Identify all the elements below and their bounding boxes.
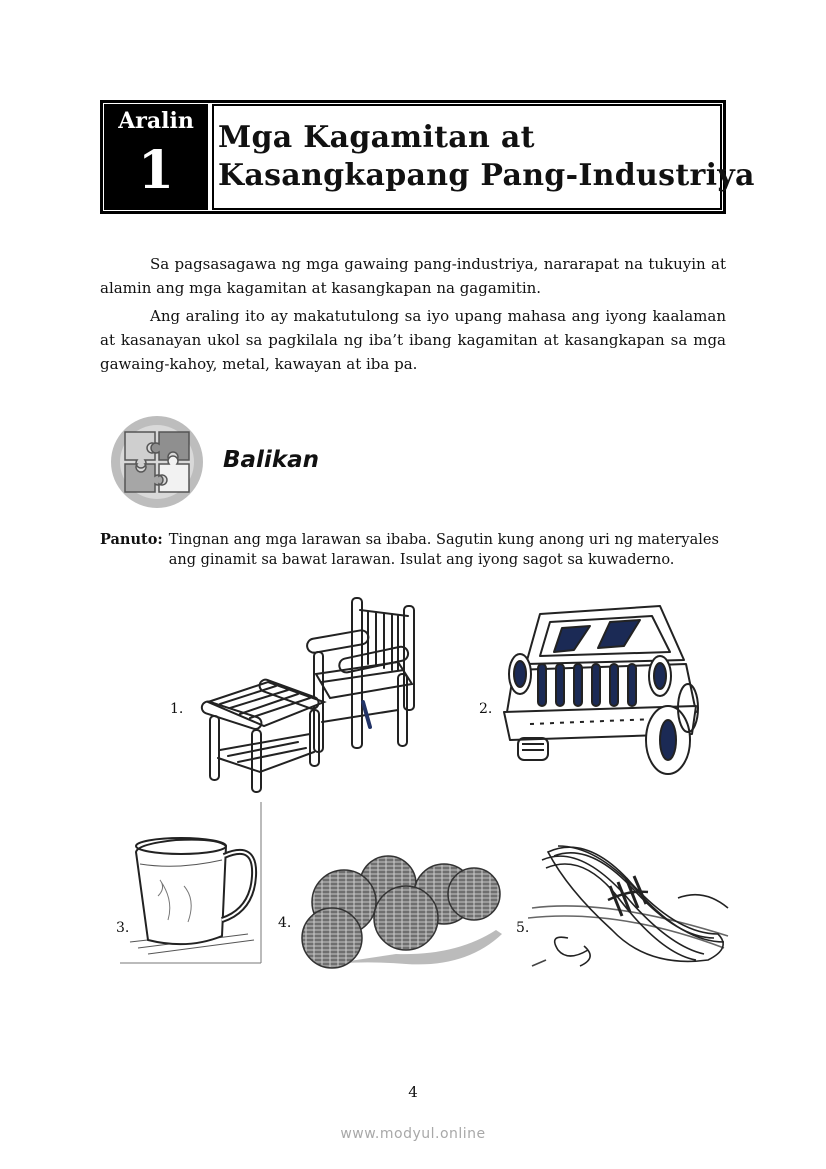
intro-paragraph-2: Ang araling ito ay makatutulong sa iyo upang mahasa ang iyong kaalaman at kasanayan ukol sa pagkilala ng iba’t ibang kagamitan at kasangkapan sa mga gawaing-kahoy, metal, kawayan at iba pa. [100,307,726,373]
lesson-title-line2: Kasangkapang Pang-Industriya [218,158,755,193]
intro-paragraph-1: Sa pagsasagawa ng mga gawaing pang-industriya, nararapat na tukuyin at alamin ang mga kagamitan at kasangkapan na gagamitin. [100,255,726,297]
coiled-rope-icon [528,838,732,984]
mug-icon [118,800,263,969]
lesson-number: 1 [137,140,175,201]
bamboo-furniture-icon [198,592,428,802]
instructions [100,530,740,570]
instructions-label: Panuto: [100,531,163,548]
section-title: Balikan [223,447,320,473]
lesson-title-line1: Mga Kagamitan at [218,120,535,155]
jeep-icon [500,600,700,784]
woven-balls-icon [296,854,506,978]
item-number-4: 4. [278,915,292,931]
lesson-label: Aralin [118,108,194,134]
item-number-1: 1. [170,701,184,717]
puzzle-icon [111,416,203,508]
watermark: www.modyul.online [340,1126,486,1142]
item-number-2: 2. [479,701,493,717]
page-number: 4 [408,1083,418,1101]
instructions-text: Tingnan ang mga larawan sa ibaba. Sagutin kung anong uri ng materyales ang ginamit sa bawat larawan. Isulat ang iyong sagot sa kuwaderno. [168,532,719,568]
item-number-5: 5. [516,920,530,936]
item-number-3: 3. [116,920,130,936]
